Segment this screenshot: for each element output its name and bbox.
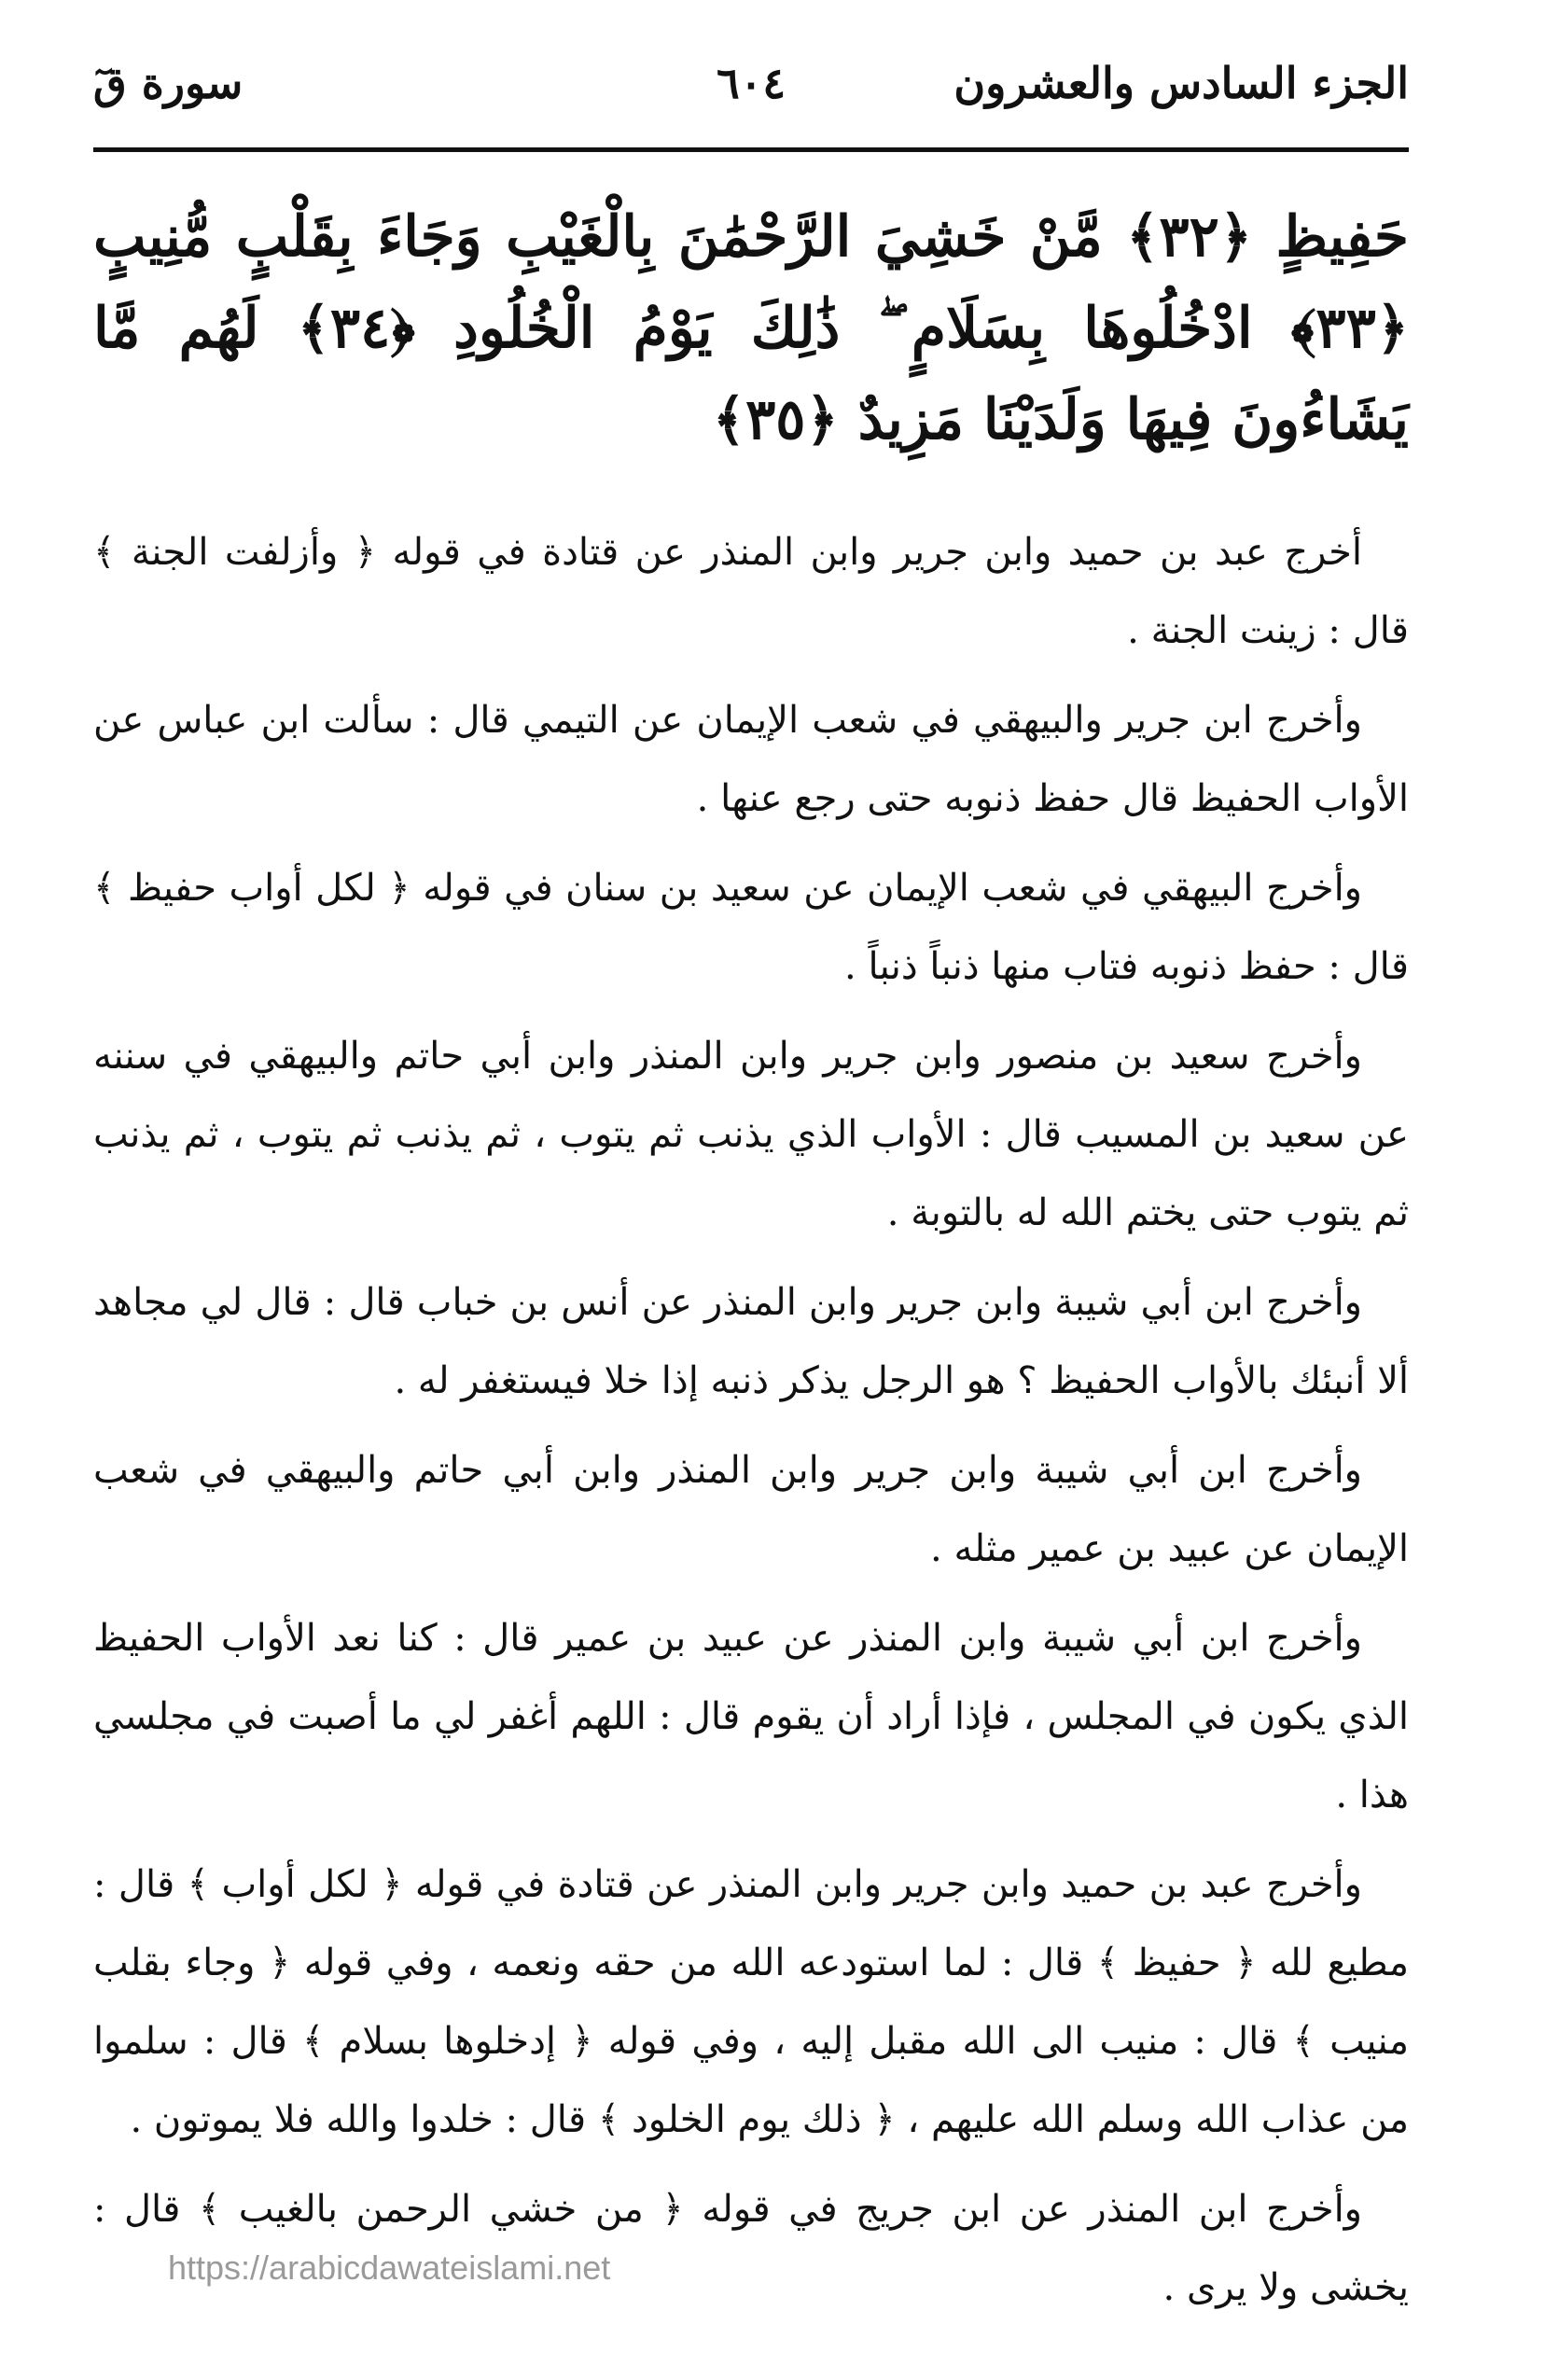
quran-verses: حَفِيظٍ ﴿٣٢﴾ مَّنْ خَشِيَ الرَّحْمَٰنَ بِالْغَيْبِ وَجَاءَ بِقَلْبٍ مُّنِيبٍ ﴿٣٣﴾ ادْخُلُوهَا بِسَلَامٍ ۖ ذَٰلِكَ يَوْمُ الْخُلُودِ ﴿٣٤﴾ لَهُم مَّا يَشَاءُونَ فِيهَا وَلَدَيْنَا مَزِيدٌ ﴿٣٥﴾: [93, 204, 1409, 452]
page-number: ٦٠٤: [716, 58, 786, 108]
part-title: الجزء السادس والعشرون: [953, 58, 1409, 108]
surah-title: سورة قٓ: [93, 58, 244, 108]
commentary-paragraph: وأخرج ابن جرير والبيهقي في شعب الإيمان عن التيمي قال : سألت ابن عباس عن الأواب الحفيظ قال حفظ ذنوبه حتى رجع عنها .: [93, 699, 1409, 820]
commentary-body: [93, 513, 1409, 2338]
page-header: [93, 58, 1409, 132]
header-divider: [93, 147, 1409, 152]
commentary-paragraph: وأخرج عبد بن حميد وابن جرير وابن المنذر عن قتادة في قوله ﴿ لكل أواب ﴾ قال : مطيع لله ﴿ حفيظ ﴾ قال : لما استودعه الله من حقه ونعمه ، وفي قوله ﴿ وجاء بقلب منيب ﴾ قال : منيب الى الله مقبل إليه ، وفي قوله ﴿ إدخلوها بسلام ﴾ قال : سلموا من عذاب الله وسلم الله عليهم ، ﴿ ذلك يوم الخلود ﴾ قال : خلدوا والله فلا يموتون .: [93, 1863, 1409, 2141]
commentary-paragraph: وأخرج ابن المنذر عن ابن جريج في قوله ﴿ من خشي الرحمن بالغيب ﴾ قال : يخشى ولا يرى .: [93, 2188, 1409, 2309]
commentary-paragraph: وأخرج سعيد بن منصور وابن جرير وابن المنذر وابن أبي حاتم والبيهقي في سننه عن سعيد بن المسيب قال : الأواب الذي يذنب ثم يتوب ، ثم يذنب ثم يتوب ، ثم يذنب ثم يتوب حتى يختم الله له بالتوبة .: [93, 1035, 1409, 1234]
commentary-paragraph: وأخرج ابن أبي شيبة وابن جرير وابن المنذر وابن أبي حاتم والبيهقي في شعب الإيمان عن عبيد بن عمير مثله .: [93, 1449, 1409, 1570]
commentary-paragraph: وأخرج البيهقي في شعب الإيمان عن سعيد بن سنان في قوله ﴿ لكل أواب حفيظ ﴾ قال : حفظ ذنوبه فتاب منها ذنباً ذنباً .: [93, 867, 1409, 988]
watermark-url: https://arabicdawateislami.net: [168, 2248, 611, 2287]
commentary-paragraph: أخرج عبد بن حميد وابن جرير وابن المنذر عن قتادة في قوله ﴿ وأزلفت الجنة ﴾ قال : زينت الجنة .: [93, 531, 1409, 652]
commentary-paragraph: وأخرج ابن أبي شيبة وابن جرير وابن المنذر عن أنس بن خباب قال : قال لي مجاهد ألا أنبئك بالأواب الحفيظ ؟ هو الرجل يذكر ذنبه إذا خلا فيستغفر له .: [93, 1281, 1409, 1402]
commentary-paragraph: وأخرج ابن أبي شيبة وابن المنذر عن عبيد بن عمير قال : كنا نعد الأواب الحفيظ الذي يكون في المجلس ، فإذا أراد أن يقوم قال : اللهم أغفر لي ما أصبت في مجلسي هذا .: [93, 1617, 1409, 1816]
